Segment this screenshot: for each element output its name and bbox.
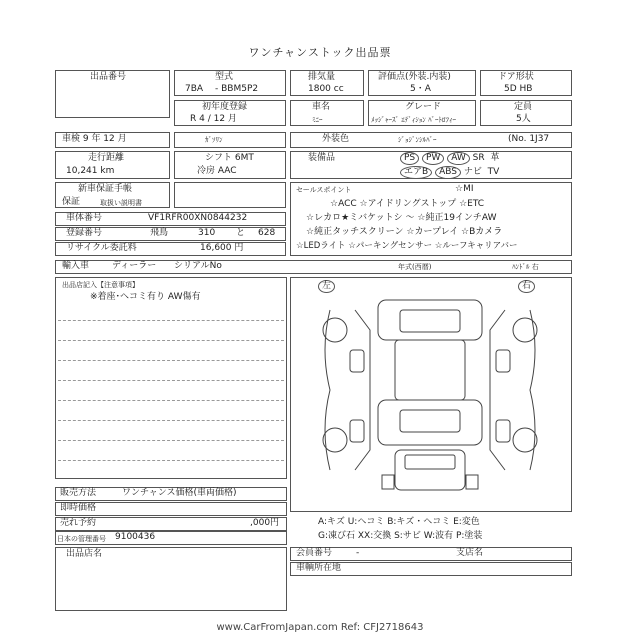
score-label: 評価点(外装.内装) [378, 72, 451, 82]
vin-value: VF1RFR00XN0844232 [148, 213, 248, 223]
grade-label: グレード [405, 102, 442, 112]
fuel-value: ｶﾞｿﾘﾝ [205, 136, 223, 144]
warranty-blank-cell [174, 182, 286, 208]
notes-rule [58, 440, 284, 441]
equipment-label: 装備品 [308, 153, 336, 163]
recycle-value: 16,600 円 [200, 243, 244, 253]
plate-hiragana: と [236, 228, 246, 238]
equip-aw: AW [447, 152, 470, 165]
import-label: 輸入車 [62, 261, 90, 271]
notes-heading: 出品店記入【注意事項】 [62, 281, 139, 289]
management-label: 日本の管理番号 [57, 535, 106, 543]
shift-value: シフト 6MT [205, 153, 254, 163]
equipment-row-1 [400, 152, 499, 165]
notes-rule [58, 400, 284, 401]
instant-price-label: 即時価格 [60, 503, 97, 513]
score-value: 5・A [410, 84, 431, 94]
mileage-label: 走行距離 [88, 153, 125, 163]
sales-point-line-1: ☆MI [455, 184, 474, 194]
model-label: 型式 [215, 72, 234, 82]
handle-value: ﾊﾝﾄﾞﾙ 右 [512, 263, 539, 271]
grade-value: ﾒｯｼﾞｬｰｽﾞ ｴﾃﾞｨｼｮﾝ ﾊﾞｰﾄﾛﾌｨｰ [371, 116, 456, 124]
member-row [290, 547, 572, 561]
warranty-sub-2: 取扱い説明書 [100, 199, 142, 207]
cancel-value: ,000円 [250, 518, 280, 528]
equip-airbag: エアB [400, 166, 432, 179]
serial-label: シリアルNo [174, 261, 222, 271]
branch-label: 支店名 [456, 548, 484, 558]
warranty-label: 新車保証手帳 [78, 184, 133, 194]
legend-line-1: A:キズ U:ヘコミ B:キズ・ヘコミ E:変色 [318, 517, 480, 527]
color-number: (No. 1J37 [508, 134, 550, 144]
first-registration-label: 初年度登録 [202, 102, 248, 112]
exhibitor-label: 出品店名 [66, 549, 103, 559]
equip-navi: ナビ [463, 167, 482, 177]
sales-point-line-4: ☆純正タッチスクリーン ☆カープレイ ☆Bカメラ [306, 227, 503, 237]
equip-pw: PW [422, 152, 444, 165]
notes-rule [58, 460, 284, 461]
capacity-value: 5人 [516, 114, 531, 124]
notes-line-1: ※着座･ヘコミ有り AW傷有 [90, 292, 201, 302]
door-value: 5D HB [504, 84, 533, 94]
displacement-label: 排気量 [308, 72, 336, 82]
notes-rule [58, 320, 284, 321]
warranty-sub-1: 保証 [62, 197, 81, 207]
notes-rule [58, 360, 284, 361]
sales-point-line-2: ☆ACC ☆アイドリングストップ ☆ETC [330, 199, 485, 209]
legend-line-2: G:凍び石 XX:交換 S:サビ W:波有 P:塗装 [318, 531, 483, 541]
first-registration-value: R 4 / 12 月 [190, 114, 237, 124]
plate-class: 310 [198, 228, 216, 238]
exterior-color-value: ｼﾞｮｼﾞﾝｼﾙﾊﾞｰ [398, 136, 437, 144]
plate-number: 628 [258, 228, 276, 238]
plate-area: 飛鳥 [150, 228, 169, 238]
diagram-left-label: 左 [318, 280, 335, 293]
inspection-value: 車検 9 年 12 月 [62, 134, 127, 144]
equipment-row-2 [400, 166, 499, 179]
year-label: 年式(西暦) [398, 263, 432, 271]
model-value-1: 7BA [185, 84, 204, 94]
watermark-footer: www.CarFromJapan.com Ref: CFJ2718643 [216, 622, 424, 633]
notes-rule [58, 420, 284, 421]
door-label: ドア形状 [498, 72, 534, 82]
lot-number-label: 出品番号 [90, 72, 127, 82]
equip-tv: TV [487, 167, 500, 177]
car-diagram-icon [300, 290, 560, 495]
sales-point-line-3: ☆レカロ★ミバケットシ ～ ☆純正19インチAW [306, 213, 497, 223]
sales-point-label: セールスポイント [296, 186, 352, 194]
location-label: 車輌所在地 [296, 563, 342, 573]
car-name-value: ﾐﾆｰ [312, 116, 323, 124]
car-name-label: 車名 [312, 102, 331, 112]
model-value-2: - BBM5P2 [215, 84, 259, 94]
notes-box [55, 277, 287, 479]
vin-label: 車体番号 [66, 213, 103, 223]
sales-method-value: ワンチャンス価格(車両価格) [122, 488, 237, 498]
page-title: ワンチャンストック出品票 [248, 46, 392, 59]
dealer-label: ディーラー [112, 261, 157, 271]
displacement-value: 1800 cc [308, 84, 344, 94]
diagram-right-label: 右 [518, 280, 535, 293]
fuel-cell [174, 132, 286, 148]
mileage-value: 10,241 km [66, 166, 115, 176]
aircon-value: 冷房 AAC [197, 166, 237, 176]
notes-rule [58, 340, 284, 341]
member-number-hyphen: - [356, 548, 360, 558]
equip-abs: ABS [435, 166, 461, 179]
cancel-label: 売れ予約 [60, 518, 97, 528]
notes-rule [58, 380, 284, 381]
member-number-label: 会員番号 [296, 548, 333, 558]
sales-point-line-5: ☆LEDライト ☆パーキングセンサー ☆ルーフキャリアバー [296, 241, 518, 251]
equip-leather: 革 [490, 153, 500, 163]
plate-label: 登録番号 [66, 228, 103, 238]
sales-method-label: 販売方法 [60, 488, 97, 498]
equip-sr: SR [472, 153, 485, 163]
management-value: 9100436 [115, 532, 156, 542]
equip-ps: PS [400, 152, 419, 165]
capacity-label: 定員 [514, 102, 533, 112]
exterior-color-label: 外装色 [322, 134, 350, 144]
recycle-label: リサイクル委託料 [66, 243, 137, 253]
